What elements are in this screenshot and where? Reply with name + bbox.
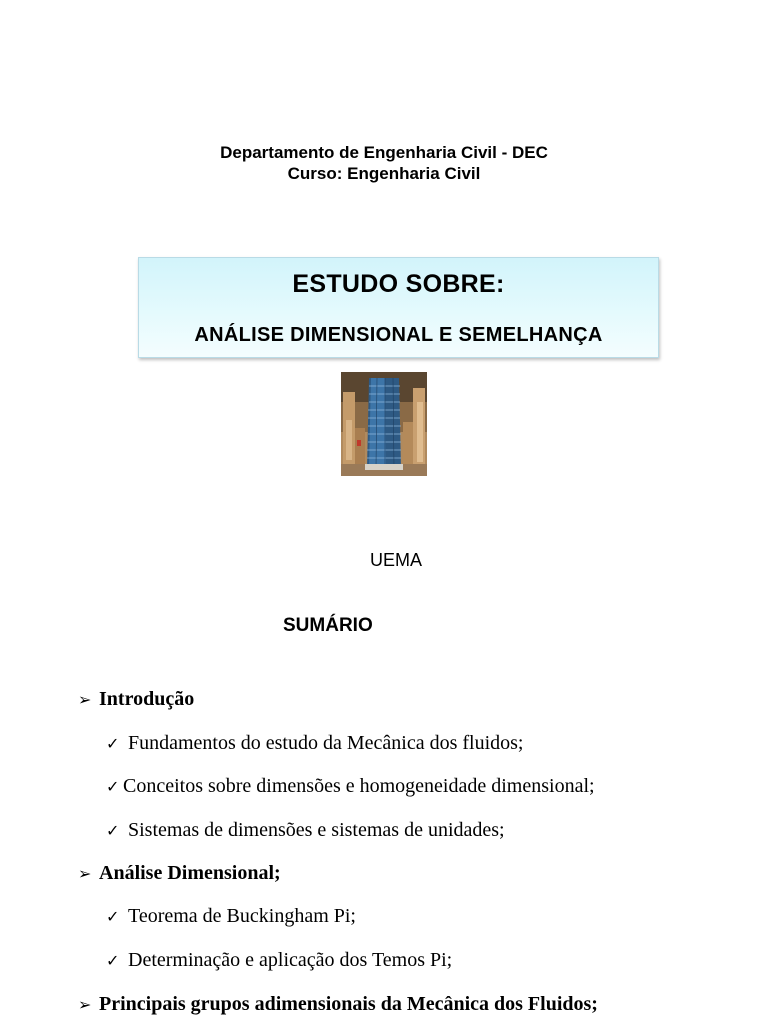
- list-item-text: Conceitos sobre dimensões e homogeneidade dimensional;: [123, 775, 595, 797]
- list-item-text: Determinação e aplicação dos Temos Pi;: [128, 949, 453, 971]
- list-item: [106, 904, 356, 929]
- list-item: [78, 861, 281, 886]
- list-item: [78, 992, 598, 1017]
- building-model-image: [341, 372, 427, 476]
- checkmark-bullet-icon: ✓: [106, 907, 120, 926]
- list-item: [78, 687, 194, 712]
- list-item: [106, 948, 452, 973]
- checkmark-bullet-icon: ✓: [106, 734, 120, 753]
- list-item-text: Fundamentos do estudo da Mecânica dos fluidos;: [128, 732, 524, 754]
- list-item-text: Principais grupos adimensionais da Mecânica dos Fluidos;: [99, 993, 598, 1015]
- arrowhead-bullet-icon: ➢: [78, 864, 92, 883]
- list-item-text: Teorema de Buckingham Pi;: [128, 905, 356, 927]
- summary-heading: SUMÁRIO: [283, 615, 373, 636]
- list-item: [106, 774, 595, 799]
- checkmark-bullet-icon: ✓: [106, 777, 120, 796]
- list-item: [106, 731, 524, 756]
- document-subtitle: ANÁLISE DIMENSIONAL E SEMELHANÇA: [194, 324, 603, 346]
- document-title: ESTUDO SOBRE:: [292, 270, 505, 298]
- title-box: [138, 257, 659, 358]
- list-item-text: Sistemas de dimensões e sistemas de unidades;: [128, 819, 505, 841]
- department-name: Departamento de Engenharia Civil - DEC: [220, 143, 548, 162]
- arrowhead-bullet-icon: ➢: [78, 690, 92, 709]
- institution-name: UEMA: [370, 550, 423, 570]
- list-item-text: Análise Dimensional;: [99, 862, 281, 884]
- list-item: [106, 818, 505, 843]
- checkmark-bullet-icon: ✓: [106, 821, 120, 840]
- arrowhead-bullet-icon: ➢: [78, 995, 92, 1014]
- checkmark-bullet-icon: ✓: [106, 951, 120, 970]
- list-item-text: Introdução: [99, 688, 195, 710]
- department-header: [0, 142, 768, 184]
- course-name: Curso: Engenharia Civil: [287, 164, 481, 183]
